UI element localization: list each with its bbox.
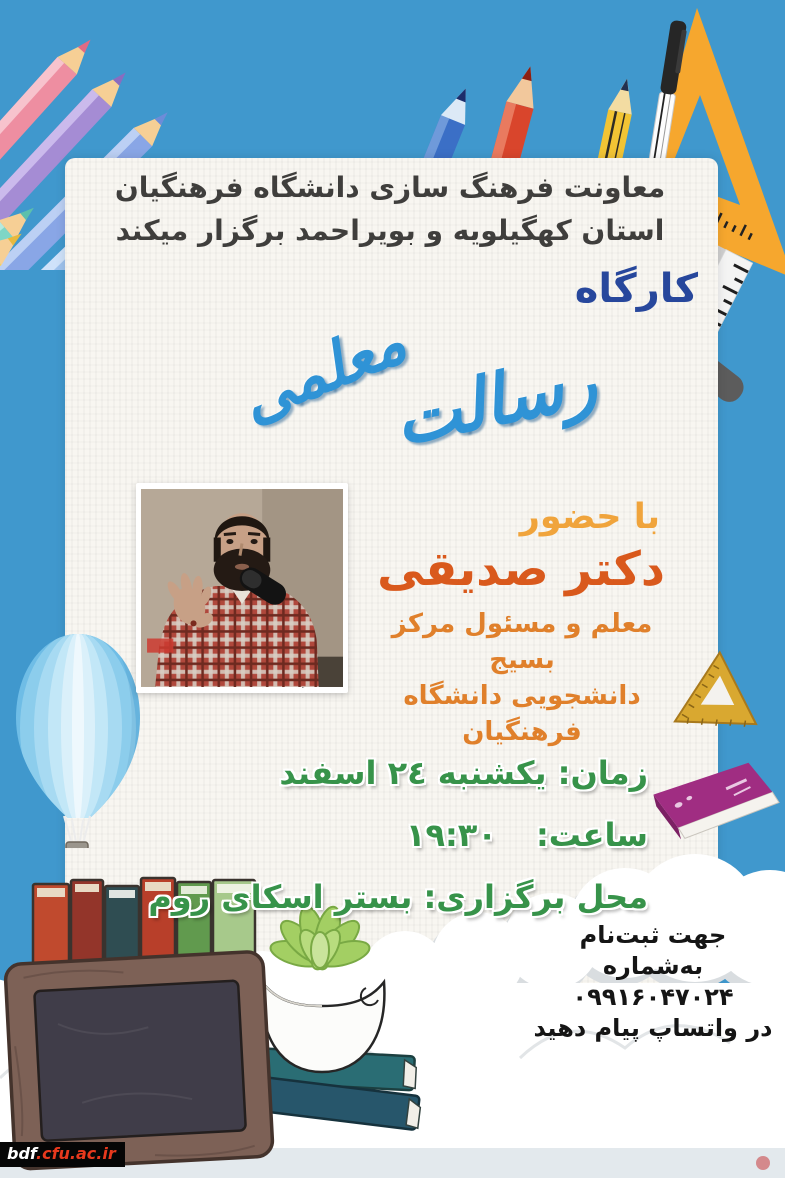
detail-venue-label: محل برگزاری: <box>423 878 648 916</box>
workshop-label: کارگاه <box>574 266 698 312</box>
detail-venue <box>148 876 648 918</box>
purple-book-icon <box>645 762 785 840</box>
registration-line2: به‌شماره <box>602 952 704 980</box>
detail-time-value: یکشنبه ٢٤ اسفند <box>279 754 547 792</box>
detail-venue-value: بستر اسکای روم <box>148 878 413 916</box>
registration-info <box>533 920 773 1044</box>
organizer-line1: معاونت فرهنگ سازی دانشگاه فرهنگیان <box>114 171 666 204</box>
speaker-role-line1: معلم و مسئول مرکز بسیج <box>391 609 653 675</box>
poster-title-word2: معلمی <box>229 304 416 437</box>
registration-phone: ۰۹۹۱۶۰۴۷۰۲۴ <box>572 983 734 1011</box>
watermark-rest: .cfu.ac.ir <box>36 1144 116 1163</box>
speaker-role-line2: دانشجویی دانشگاه فرهنگیان <box>403 681 641 747</box>
detail-time <box>148 752 648 794</box>
detail-hour-value: ١٩:٣٠ <box>405 816 497 854</box>
hot-air-balloon-icon <box>0 628 152 848</box>
watermark <box>0 1142 125 1167</box>
detail-hour <box>148 814 648 856</box>
organizer-text <box>85 166 695 252</box>
chalkboard-icon <box>5 951 273 1169</box>
registration-line3: در واتساپ پیام دهید <box>533 1014 773 1042</box>
poster-title-word1: رسالت <box>386 339 604 463</box>
detail-hour-label: ساعت: <box>535 816 648 854</box>
organizer-line2: استان کهگیلویه و بویراحمد برگزار میکند <box>115 214 665 247</box>
detail-time-label: زمان: <box>557 754 648 792</box>
speaker-name: دکتر صدیقی <box>377 542 665 597</box>
event-details <box>148 752 648 938</box>
pink-dot <box>756 1156 770 1170</box>
speaker-role <box>367 606 677 750</box>
watermark-bold: bdf <box>7 1144 36 1163</box>
speaker-intro: با حضور <box>519 497 660 537</box>
registration-line1: جهت ثبت‌نام <box>579 921 727 949</box>
speaker-photo <box>136 483 348 693</box>
